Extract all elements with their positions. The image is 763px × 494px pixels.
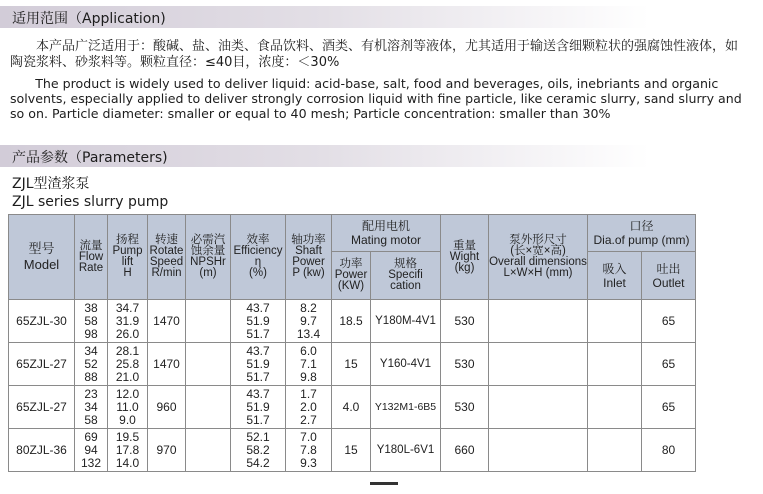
cell-motor-spec: Y180M-4V1 bbox=[371, 300, 441, 343]
header-shaft-power: 轴功率 Shaft Power P (kw) bbox=[286, 215, 332, 300]
cell-inlet bbox=[588, 300, 642, 343]
header-dimensions: 泵外形尺寸 (长×宽×高) Overall dimensions L×W×H (mm) bbox=[489, 215, 588, 300]
cell-npsh bbox=[186, 300, 231, 343]
cell-flow: 69 94 132 bbox=[75, 429, 108, 472]
header-speed: 转速 Rotate Speed R/min bbox=[148, 215, 186, 300]
cropped-figure-mark bbox=[370, 482, 398, 485]
cell-flow: 23 34 58 bbox=[75, 386, 108, 429]
cell-model: 80ZJL-36 bbox=[9, 429, 75, 472]
table-caption-cn: ZJL型渣浆泵 bbox=[12, 176, 90, 192]
header-weight: 重量 Wight (kg) bbox=[441, 215, 489, 300]
table-row bbox=[9, 300, 696, 343]
cell-inlet bbox=[588, 429, 642, 472]
cell-weight: 660 bbox=[441, 429, 489, 472]
cell-motor-power: 4.0 bbox=[332, 386, 371, 429]
cell-dimensions bbox=[489, 343, 588, 386]
header-efficiency: 效率 Efficiency η (%) bbox=[231, 215, 286, 300]
cell-efficiency: 43.7 51.9 51.7 bbox=[231, 300, 286, 343]
cell-shaft: 1.7 2.0 2.7 bbox=[286, 386, 332, 429]
cell-shaft: 6.0 7.1 9.8 bbox=[286, 343, 332, 386]
header-outlet: 吐出 Outlet bbox=[642, 252, 696, 300]
table-caption-en: ZJL series slurry pump bbox=[12, 194, 169, 210]
cell-efficiency: 43.7 51.9 51.7 bbox=[231, 386, 286, 429]
cell-efficiency: 52.1 58.2 54.2 bbox=[231, 429, 286, 472]
cell-weight: 530 bbox=[441, 300, 489, 343]
header-inlet: 吸入 Inlet bbox=[588, 252, 642, 300]
parameters-section-title: 产品参数（Parameters) bbox=[12, 150, 168, 166]
cell-outlet: 65 bbox=[642, 300, 696, 343]
application-section-header bbox=[0, 6, 650, 28]
application-text-cn-block bbox=[10, 39, 745, 71]
cell-npsh bbox=[186, 386, 231, 429]
cell-shaft: 8.2 9.7 13.4 bbox=[286, 300, 332, 343]
cell-lift: 28.1 25.8 21.0 bbox=[108, 343, 148, 386]
cell-motor-power: 15 bbox=[332, 429, 371, 472]
cell-flow: 38 58 98 bbox=[75, 300, 108, 343]
cell-dimensions bbox=[489, 386, 588, 429]
cell-inlet bbox=[588, 343, 642, 386]
cell-outlet: 65 bbox=[642, 386, 696, 429]
cell-motor-power: 18.5 bbox=[332, 300, 371, 343]
cell-weight: 530 bbox=[441, 386, 489, 429]
cell-lift: 19.5 17.8 14.0 bbox=[108, 429, 148, 472]
cell-speed: 970 bbox=[148, 429, 186, 472]
parameters-section-header bbox=[0, 145, 650, 167]
header-mating-motor: 配用电机 Mating motor bbox=[332, 215, 441, 252]
cell-efficiency: 43.7 51.9 51.7 bbox=[231, 343, 286, 386]
header-motor-power: 功率 Power (KW) bbox=[332, 252, 371, 300]
header-npsh: 必需汽 蚀余量 NPSHr (m) bbox=[186, 215, 231, 300]
application-section-title: 适用范围（Application) bbox=[12, 11, 166, 27]
cell-speed: 1470 bbox=[148, 300, 186, 343]
header-model: 型号 Model bbox=[9, 215, 75, 300]
cell-motor-spec: Y160-4V1 bbox=[371, 343, 441, 386]
application-text-en-block bbox=[10, 76, 745, 121]
cell-npsh bbox=[186, 429, 231, 472]
application-text-en: The product is widely used to deliver liquid: acid-base, salt, food and beverages, oils, inebriants and organic solvents, especially applied to deliver strongly corrosion liquid with fine particle, like ceramic slurry, sand slurry and so on. Particle diameter: smaller or equal to 40 mesh; Particle concentration: smaller than 30% bbox=[10, 76, 742, 121]
cell-speed: 1470 bbox=[148, 343, 186, 386]
cell-model: 65ZJL-27 bbox=[9, 386, 75, 429]
cell-speed: 960 bbox=[148, 386, 186, 429]
cell-shaft: 7.0 7.8 9.3 bbox=[286, 429, 332, 472]
cell-inlet bbox=[588, 386, 642, 429]
cell-model: 65ZJL-30 bbox=[9, 300, 75, 343]
cell-flow: 34 52 88 bbox=[75, 343, 108, 386]
header-motor-spec: 规格 Specifi cation bbox=[371, 252, 441, 300]
cell-dimensions bbox=[489, 300, 588, 343]
table-row bbox=[9, 386, 696, 429]
header-dia-of-pump: 口径 Dia.of pump (mm) bbox=[588, 215, 696, 252]
cell-weight: 530 bbox=[441, 343, 489, 386]
cell-motor-spec: Y132M1-6B5 bbox=[371, 386, 441, 429]
header-flow: 流量 Flow Rate bbox=[75, 215, 108, 300]
cell-npsh bbox=[186, 343, 231, 386]
cell-lift: 34.7 31.9 26.0 bbox=[108, 300, 148, 343]
cell-motor-power: 15 bbox=[332, 343, 371, 386]
cell-outlet: 80 bbox=[642, 429, 696, 472]
cell-motor-spec: Y180L-6V1 bbox=[371, 429, 441, 472]
cell-dimensions bbox=[489, 429, 588, 472]
table-row bbox=[9, 429, 696, 472]
cell-lift: 12.0 11.0 9.0 bbox=[108, 386, 148, 429]
cell-outlet: 65 bbox=[642, 343, 696, 386]
application-text-cn: 本产品广泛适用于：酸碱、盐、油类、食品饮料、酒类、有机溶剂等液体，尤其适用于输送含细颗粒状的强腐蚀性液体，如陶瓷浆料、砂浆料等。颗粒直径：≤40目，浓度：＜30% bbox=[10, 39, 739, 70]
table-row bbox=[9, 343, 696, 386]
cell-model: 65ZJL-27 bbox=[9, 343, 75, 386]
spec-table bbox=[8, 214, 696, 472]
header-lift: 扬程 Pump lift H bbox=[108, 215, 148, 300]
